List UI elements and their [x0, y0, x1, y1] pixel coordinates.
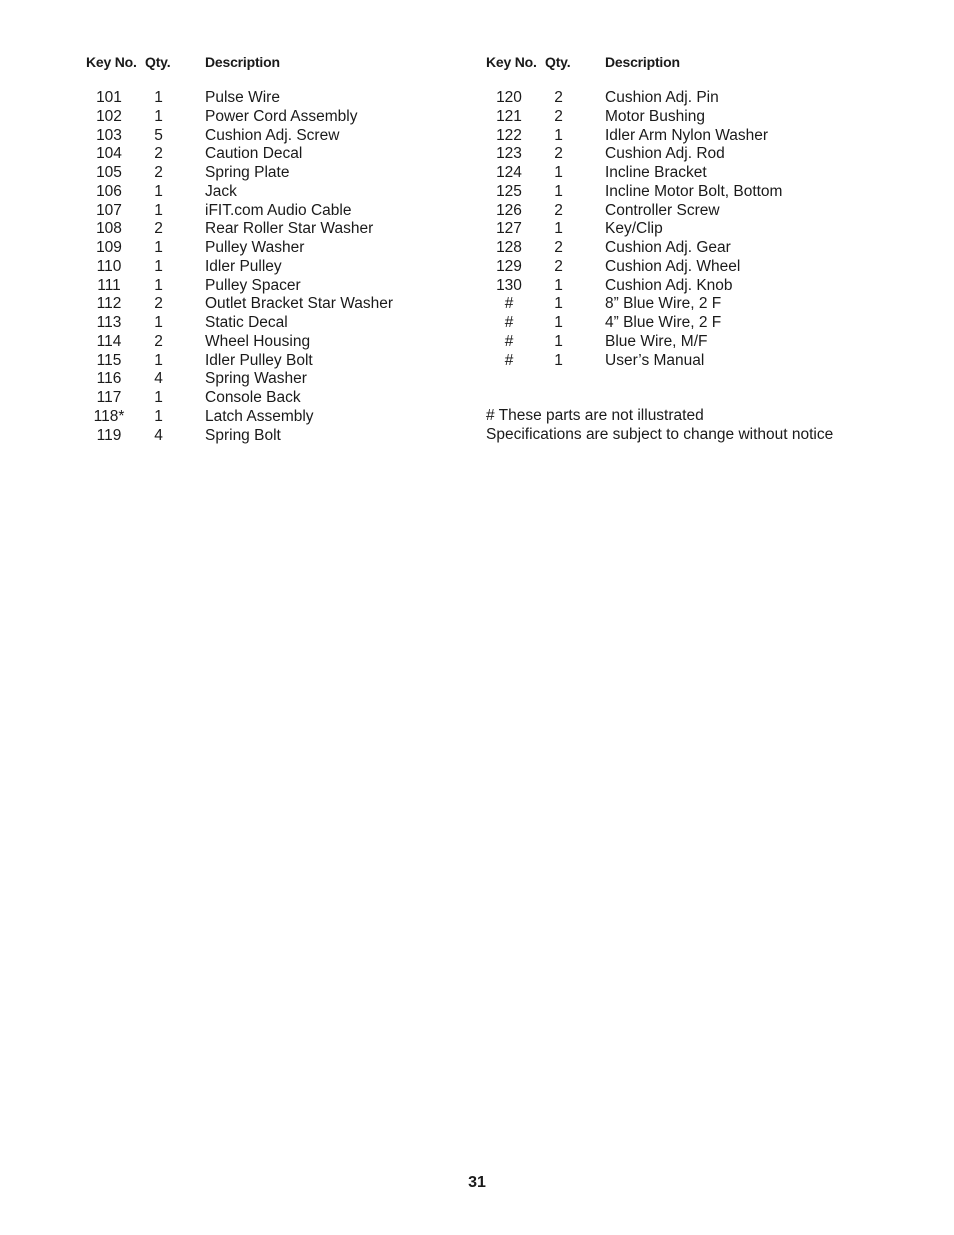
quantity: 1 — [554, 351, 563, 369]
part-description: Cushion Adj. Rod — [605, 145, 725, 163]
parts-row — [86, 239, 466, 258]
key-number: 127 — [496, 220, 522, 238]
parts-row — [486, 258, 926, 277]
part-description: Jack — [205, 182, 237, 200]
key-number: 108 — [96, 220, 122, 238]
quantity: 2 — [154, 164, 163, 181]
description-header: Description — [205, 54, 280, 70]
quantity: 2 — [554, 257, 563, 275]
part-description: Idler Pulley Bolt — [205, 351, 313, 369]
key-number: 102 — [96, 107, 122, 125]
parts-row — [86, 370, 466, 389]
quantity: 1 — [554, 164, 563, 181]
part-description: Incline Bracket — [605, 164, 707, 181]
quantity: 2 — [554, 239, 563, 256]
part-description: Rear Roller Star Washer — [205, 220, 374, 238]
parts-row — [486, 108, 926, 127]
quantity: 1 — [154, 389, 163, 406]
specifications-note: Specifications are subject to change without notice — [486, 425, 834, 443]
part-description: Controller Screw — [605, 201, 720, 219]
key-number: # — [504, 314, 514, 331]
quantity: 2 — [554, 89, 563, 106]
key-number: 119 — [96, 426, 122, 444]
parts-row — [86, 183, 466, 202]
part-description: Idler Arm Nylon Washer — [605, 126, 769, 144]
parts-list-left-header — [86, 54, 466, 72]
parts-list-left-rows — [86, 89, 466, 445]
part-description: Cushion Adj. Screw — [205, 126, 340, 144]
parts-row — [86, 258, 466, 277]
key-number: 129 — [496, 257, 522, 275]
parts-row — [486, 164, 926, 183]
part-description: Idler Pulley — [205, 257, 282, 275]
key-number: 103 — [96, 126, 122, 144]
parts-list-right-rows — [486, 89, 926, 370]
parts-row — [486, 202, 926, 221]
part-description: Power Cord Assembly — [205, 107, 358, 125]
key-number: # — [504, 332, 514, 350]
parts-list-right — [486, 54, 926, 369]
key-number: # — [504, 351, 514, 369]
parts-row — [486, 183, 926, 202]
key-no-header: Key No. — [86, 54, 137, 70]
parts-list-right-header — [486, 54, 926, 72]
quantity: 1 — [154, 239, 163, 256]
key-number: 118* — [93, 407, 125, 425]
parts-row — [86, 220, 466, 239]
parts-row — [86, 389, 466, 408]
parts-row — [86, 277, 466, 296]
part-description: Cushion Adj. Wheel — [605, 257, 741, 275]
key-number: 109 — [96, 239, 122, 256]
part-description: Spring Plate — [205, 164, 290, 181]
part-description: Pulley Washer — [205, 239, 305, 256]
part-description: 4” Blue Wire, 2 F — [605, 314, 722, 331]
key-number: 124 — [496, 164, 522, 181]
quantity: 4 — [154, 370, 163, 388]
part-description: Motor Bushing — [605, 107, 705, 125]
part-description: Blue Wire, M/F — [605, 332, 708, 350]
quantity: 1 — [154, 201, 163, 219]
parts-row — [486, 295, 926, 314]
quantity: 1 — [554, 332, 563, 350]
key-number: 123 — [496, 145, 522, 163]
parts-row — [86, 352, 466, 371]
key-number: 115 — [96, 351, 122, 369]
quantity: 5 — [154, 126, 163, 144]
part-description: Outlet Bracket Star Washer — [205, 295, 394, 313]
part-description: Cushion Adj. Pin — [605, 89, 719, 106]
parts-row — [486, 333, 926, 352]
part-description: Spring Bolt — [205, 426, 281, 444]
quantity: 1 — [154, 182, 163, 200]
part-description: Caution Decal — [205, 145, 303, 163]
quantity: 1 — [554, 314, 563, 331]
quantity: 2 — [154, 332, 163, 350]
key-number: 101 — [96, 89, 122, 106]
key-number: 114 — [96, 332, 122, 350]
quantity: 1 — [154, 407, 163, 425]
key-number: 117 — [96, 389, 122, 406]
part-description: Static Decal — [205, 314, 288, 331]
key-number: 122 — [496, 126, 522, 144]
parts-row — [486, 220, 926, 239]
part-description: Incline Motor Bolt, Bottom — [605, 182, 783, 200]
parts-row — [86, 89, 466, 108]
parts-row — [86, 427, 466, 446]
quantity: 1 — [554, 126, 563, 144]
key-number: 130 — [496, 276, 522, 294]
footnotes — [486, 407, 833, 445]
quantity: 1 — [154, 351, 163, 369]
quantity: 1 — [154, 257, 163, 275]
page-number: 31 — [468, 1174, 486, 1191]
quantity: 2 — [554, 107, 563, 125]
quantity: 1 — [154, 89, 163, 106]
parts-row — [486, 277, 926, 296]
parts-row — [486, 127, 926, 146]
part-description: User’s Manual — [605, 351, 705, 369]
parts-row — [86, 145, 466, 164]
parts-row — [86, 408, 466, 427]
quantity: 1 — [154, 276, 163, 294]
parts-row — [86, 314, 466, 333]
quantity: 2 — [554, 201, 563, 219]
qty-header: Qty. — [145, 54, 171, 70]
part-description: Console Back — [205, 389, 301, 406]
quantity: 1 — [554, 182, 563, 200]
key-number: 128 — [496, 239, 522, 256]
quantity: 4 — [154, 426, 163, 444]
key-number: 121 — [496, 107, 522, 125]
parts-row — [86, 164, 466, 183]
part-description: Key/Clip — [605, 220, 663, 238]
parts-list-left — [86, 54, 466, 444]
key-number: 125 — [496, 182, 522, 200]
parts-row — [86, 202, 466, 221]
key-number: 111 — [97, 276, 121, 294]
part-description: Wheel Housing — [205, 332, 311, 350]
part-description: Cushion Adj. Knob — [605, 276, 733, 294]
parts-row — [486, 352, 926, 371]
quantity: 1 — [154, 314, 163, 331]
qty-header: Qty. — [545, 54, 571, 70]
part-description: Pulse Wire — [205, 89, 280, 106]
quantity: 2 — [154, 145, 163, 163]
parts-row — [486, 145, 926, 164]
key-number: 104 — [96, 145, 122, 163]
description-header: Description — [605, 54, 680, 70]
key-no-header: Key No. — [486, 54, 537, 70]
part-description: 8” Blue Wire, 2 F — [605, 295, 722, 313]
key-number: 105 — [96, 164, 122, 181]
key-number: 126 — [496, 201, 522, 219]
key-number: 116 — [96, 370, 122, 388]
parts-row — [486, 314, 926, 333]
parts-row — [86, 127, 466, 146]
part-description: iFIT.com Audio Cable — [205, 201, 352, 219]
key-number: 110 — [96, 257, 122, 275]
key-number: 112 — [96, 295, 122, 313]
part-description: Pulley Spacer — [205, 276, 301, 294]
key-number: 106 — [96, 182, 122, 200]
key-number: 113 — [96, 314, 122, 331]
quantity: 2 — [554, 145, 563, 163]
quantity: 1 — [154, 107, 163, 125]
parts-row — [486, 239, 926, 258]
parts-row — [86, 333, 466, 352]
part-description: Spring Washer — [205, 370, 307, 388]
key-number: # — [504, 295, 514, 313]
quantity: 1 — [554, 295, 563, 313]
key-number: 107 — [96, 201, 122, 219]
parts-row — [86, 295, 466, 314]
quantity: 1 — [554, 220, 563, 238]
not-illustrated-note: # These parts are not illustrated — [486, 407, 704, 424]
key-number: 120 — [496, 89, 522, 106]
part-description: Latch Assembly — [205, 407, 314, 425]
parts-row — [486, 89, 926, 108]
quantity: 2 — [154, 295, 163, 313]
quantity: 1 — [554, 276, 563, 294]
parts-row — [86, 108, 466, 127]
part-description: Cushion Adj. Gear — [605, 239, 731, 256]
quantity: 2 — [154, 220, 163, 238]
